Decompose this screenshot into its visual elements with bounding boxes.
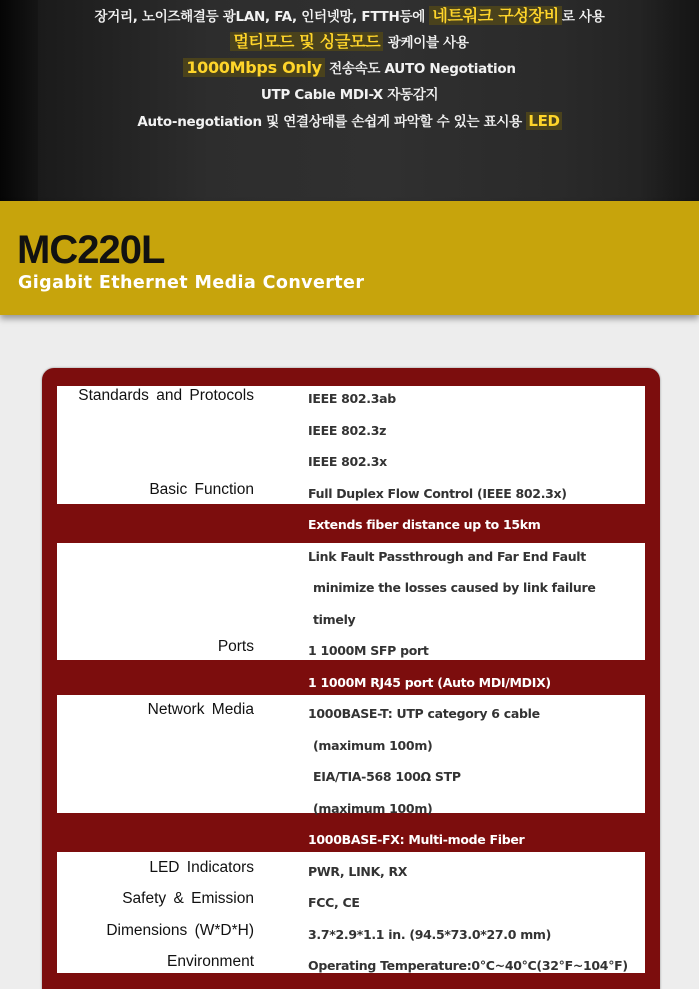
label-led-indicators: LED Indicators bbox=[149, 859, 254, 876]
spec-value: 1000BASE-T: UTP category 6 cable bbox=[308, 706, 540, 721]
spec-value-row bbox=[0, 859, 699, 891]
label-ports: Ports bbox=[217, 638, 254, 655]
feature-line-5-text: Auto-negotiation 및 연결상태를 손쉽게 파악할 수 있는 표시용 bbox=[137, 114, 527, 130]
spec-value-row bbox=[0, 733, 699, 765]
feature-line-1-suffix: 로 사용 bbox=[561, 9, 605, 25]
feature-line-5 bbox=[0, 110, 699, 133]
spec-value-row bbox=[0, 701, 699, 733]
spec-value: IEEE 802.3x bbox=[308, 454, 387, 469]
spec-value: minimize the losses caused by link failure bbox=[313, 580, 596, 595]
spec-value-row bbox=[0, 418, 699, 450]
spec-value: (maximum 100m) bbox=[313, 738, 433, 753]
spec-value: IEEE 802.3ab bbox=[308, 391, 396, 406]
feature-line-2-highlight: 멀티모드 및 싱글모드 bbox=[230, 32, 383, 51]
feature-banner bbox=[0, 0, 699, 201]
spec-value: (maximum 100m) bbox=[313, 801, 433, 816]
label-safety-emission: Safety & Emission bbox=[122, 890, 254, 907]
product-model: MC220L bbox=[17, 228, 165, 272]
feature-line-4-text: UTP Cable MDI-X 자동감지 bbox=[260, 87, 439, 103]
feature-line-3-text: 전송속도 AUTO Negotiation bbox=[324, 61, 516, 77]
product-title-band bbox=[0, 201, 699, 315]
spec-value-row bbox=[0, 449, 699, 481]
spec-value-row bbox=[0, 638, 699, 670]
spec-value: timely bbox=[313, 612, 356, 627]
spec-value-row bbox=[0, 512, 699, 544]
feature-line-3 bbox=[0, 57, 699, 80]
spec-value-row bbox=[0, 575, 699, 607]
label-standards: Standards and Protocols bbox=[78, 387, 254, 404]
label-environment: Environment bbox=[166, 953, 254, 970]
label-basic-function: Basic Function bbox=[149, 481, 254, 498]
spec-value: FCC, CE bbox=[308, 895, 360, 910]
spec-value: Extends fiber distance up to 15km bbox=[308, 517, 541, 532]
spec-value-row bbox=[0, 796, 699, 828]
feature-line-1-text: 장거리, 노이즈해결등 광LAN, FA, 인터넷망, FTTH등에 bbox=[94, 9, 430, 25]
feature-line-5-highlight: LED bbox=[528, 112, 560, 130]
spec-value-row bbox=[0, 481, 699, 513]
spec-value-row bbox=[0, 953, 699, 985]
spec-value-row bbox=[0, 827, 699, 859]
spec-value: 3.7*2.9*1.1 in. (94.5*73.0*27.0 mm) bbox=[308, 927, 552, 942]
spec-value-row bbox=[0, 764, 699, 796]
feature-line-1-highlight: 네트워크 구성장비 bbox=[429, 6, 562, 25]
spec-value: Link Fault Passthrough and Far End Fault bbox=[308, 549, 586, 564]
label-network-media: Network Media bbox=[147, 701, 254, 718]
spec-value-row bbox=[0, 890, 699, 922]
spec-value-row bbox=[0, 544, 699, 576]
feature-line-2-text: 광케이블 사용 bbox=[383, 35, 469, 51]
spec-value-row bbox=[0, 922, 699, 954]
spec-value: Full Duplex Flow Control (IEEE 802.3x) bbox=[308, 486, 567, 501]
spec-value: EIA/TIA-568 100Ω STP bbox=[313, 769, 461, 784]
spec-value: PWR, LINK, RX bbox=[308, 864, 408, 879]
spec-value-row bbox=[0, 670, 699, 702]
spec-value: 1000BASE-FX: Multi-mode Fiber bbox=[308, 832, 525, 847]
spec-value-row bbox=[0, 386, 699, 418]
spec-value: IEEE 802.3z bbox=[308, 423, 387, 438]
feature-line-2 bbox=[0, 31, 699, 54]
feature-line-1 bbox=[0, 5, 699, 28]
spec-value-row bbox=[0, 607, 699, 639]
label-dimensions: Dimensions (W*D*H) bbox=[106, 922, 254, 939]
feature-line-3-highlight: 1000Mbps Only bbox=[183, 58, 324, 77]
spec-value: Operating Temperature:0°C~40°C(32°F~104°F) bbox=[308, 958, 628, 973]
spec-value: 1 1000M RJ45 port (Auto MDI/MDIX) bbox=[308, 675, 551, 690]
feature-line-4 bbox=[0, 84, 699, 106]
spec-value: 1 1000M SFP port bbox=[308, 643, 429, 658]
product-subtitle: Gigabit Ethernet Media Converter bbox=[18, 273, 365, 293]
